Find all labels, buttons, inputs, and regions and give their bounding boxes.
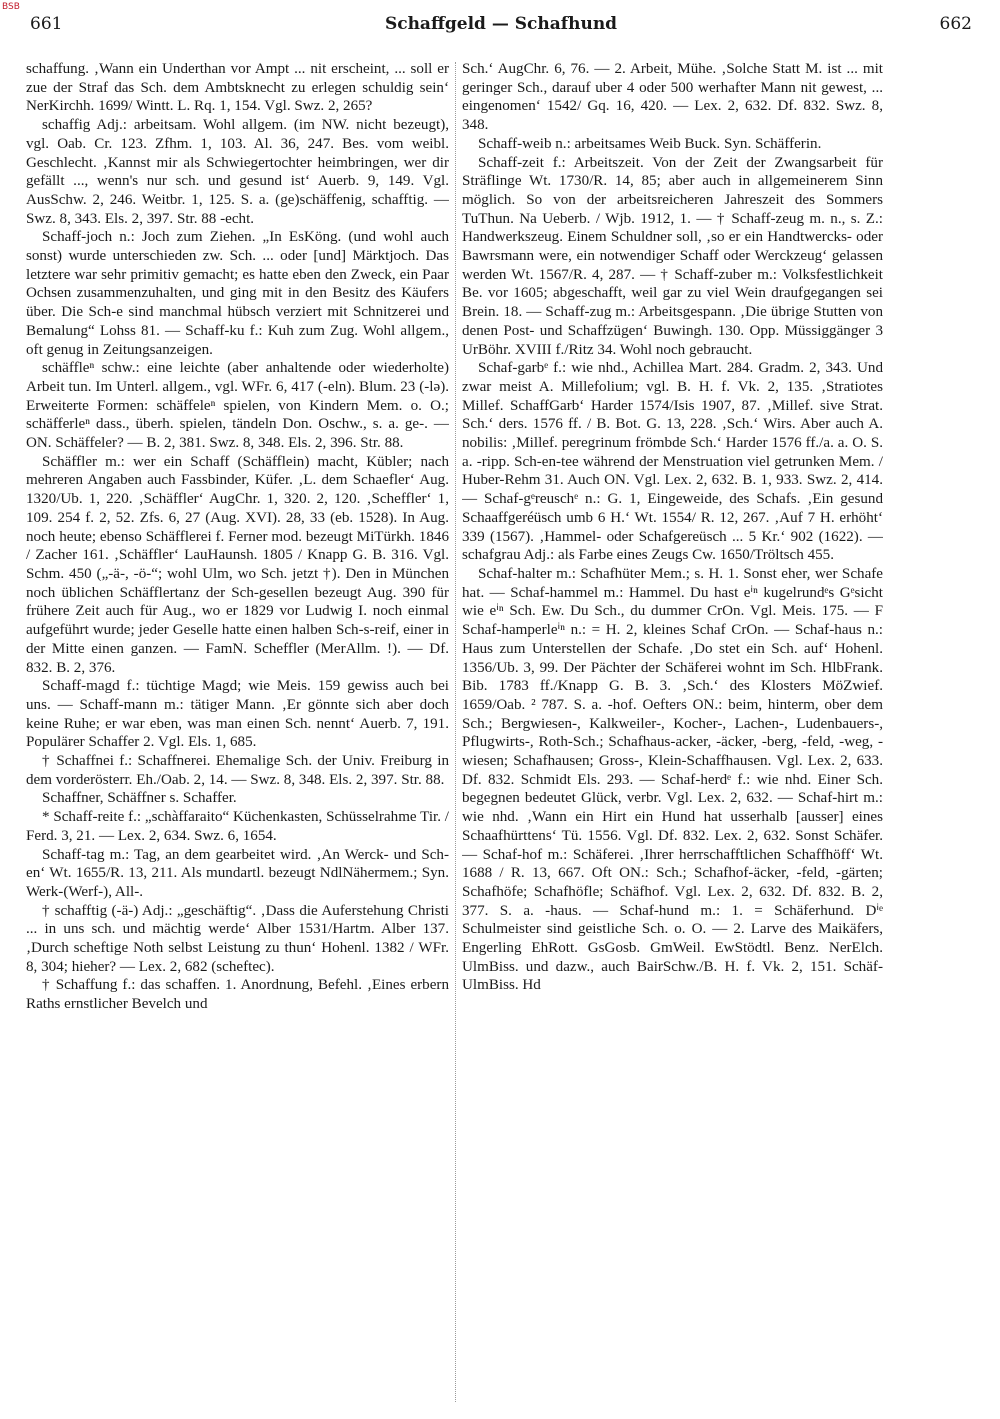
entry-paragraph: Schaff-weib n.: arbeitsames Weib Buck. Syn. Schäfferin. [478,135,822,152]
library-stamp: BSB [2,2,20,12]
entry-paragraph: schaffig Adj.: arbeitsam. Wohl allgem. (im NW. nicht bezeugt), vgl. Oab. Cr. 123. Zfhm. 1, 103. Al. 36, 247. Bes. vom weibl. Geschlecht. ‚Kannst mir als Schwiegertochter heimbringen, wer dir gefällt ..., wenn's nur sch. und gesund ist‘ Auerb. 9, 149. Vgl. AusSchw. 2, 246. Weitbr. 1, 125. S. a. (ge)schäffenig, schafftig. — Swz. 8, 343. Els. 2, 397. Str. 88 -echt. [26,117,449,227]
entry-paragraph: schaffung. ‚Wann ein Underthan vor Ampt ... nit erscheint, ... soll er zue der Straf das Sch. dem Ambtsknecht zu erlegen schuldig sein‘ NerKirchh. 1699/ Wintt. L. Rq. 1, 154. Vgl. Swz. 2, 265? [26,61,449,115]
entry-paragraph: Sch.‘ AugChr. 6, 76. — 2. Arbeit, Mühe. ‚Solche Statt M. ist ... mit geringer Sch., darauf uber 4 oder 500 werhafter Mann nit gewest, ... eingenomen‘ 1542/ Gq. 16, 420. — Lex. 2, 632. Df. 832. Swz. 8, 348. [462,61,883,134]
entry-paragraph: Schaff-tag m.: Tag, an dem gearbeitet wird. ‚An Werck- und Sch-en‘ Wt. 1655/R. 13, 211. Als mundartl. bezeugt NdlNähermem.; Syn. Werk-(Werf-), All-. [26,846,449,900]
entry-paragraph: Schaff-zeit f.: Arbeitszeit. Von der Zeit der Zwangsarbeit für Sträflinge Wt. 1730/R. 14, 85; aber auch in allgemeinerem Sinn möglich. So von der arbeitsreicheren Jahreszeit des Sommers TuThun. Na Ueberb. / Wjb. 1912, 1. — † Schaff-zeug m. n., s. Z.: Handwerkszeug. Einem Schuldner soll, ‚so er ein Handtwercks- oder Bawrsmann were, ein notwendiger Schaff oder Werckzeug‘ gelassen werden Wt. 1567/R. 4, 287. — † Schaff-zuber m.: Volksfestlichkeit Be. vor 1605; abgeschafft, weil gar zu viel Wein draufgegangen sei Brein. 18. — Schaff-zug m.: Arbeitsgespann. ‚Die übrige Stutten von denen Post- und Schaffzügen‘ Buwingh. 130. Opp. Müssiggänger 3 UrBöhr. XVIII f./Ritz 34. Wohl noch gebraucht. [462,154,883,358]
entry-paragraph: † Schaffung f.: das schaffen. 1. Anordnung, Befehl. ‚Eines erbern Raths ernstlicher Bevelch und [26,977,449,1013]
right-column [462,60,883,1410]
entry-paragraph: schäffleⁿ schw.: eine leichte (aber anhaltende oder wiederholte) Arbeit tun. Im Unterl. allgem., vgl. WFr. 6, 417 (-eln). Blum. 23 (-lə). Erweiterte Formen: schäffeleⁿ spielen, von Kindern Mem. o. O.; schäfferleⁿ dass., überh. spielen, tändeln Don. Oschw., s. a. ge-. — ON. Schäffeler? — B. 2, 381. Swz. 8, 348. Els. 2, 396. Str. 88. [26,360,449,452]
entry-paragraph: Schaf-halter m.: Schafhüter Mem.; s. H. 1. Sonst eher, wer Schafe hat. — Schaf-hammel m.: Hammel. Du hast eⁱⁿ kugelrundᵉs Gᵉsicht wie eⁱⁿ Sch. Ew. Du Sch., du dummer CrOn. Vgl. Meis. 175. — F Schaf-hamperleⁱⁿ n.: = H. 2, kleines Schaf CrOn. — Schaf-haus n.: Haus zum Unterstellen der Schafe. ‚Do stet ein Sch. auf‘ Hohenl. 1356/Ub. 3, 99. Der Pächter der Schäferei wohnt im Sch. HlbFrank. Bib. 1783 ff./Knapp G. B. 3. ‚Sch.‘ des Klosters MöZwief. 1659/Oab. ² 787. S. a. -hof. Oefters ON.: beim, hinterm, ober dem Sch.; Bergwiesen-, Kalkweiler-, Kocher-, Lachen-, Ludenbauers-, Pflugwirts-, Roth-Sch.; Schafhaus-acker, -äcker, -berg, -feld, -weg, -wiesen; Schafhausen; Gross-, Klein-Schaffhausen. Vgl. Lex. 2, 633. Df. 832. Schmidt Els. 293. — Schaf-herdᵉ f.: wie nhd. Einer Sch. begegnen bedeutet Glück, verbr. Vgl. Lex. 2, 632. — Schaf-hirt m.: wie nhd. ‚Wann ein Hirt ein Hund hat usserhalb [ausser] eines Schaafhürttens‘ Tü. 1556. Vgl. Df. 832. Lex. 2, 632. Sonst Schäfer. — Schaf-hof m.: Schäferei. ‚Ihrer herrschafftlichen Schaffhöff‘ Wt. 1688 / R. 13, 667. Oft ON.: Sch.; Schafhof-äcker, -feld, -gärten; Schafhöfe; Schafhöfle; Schäfhof. Vgl. Lex. 2, 632. Df. 832. B. 2, 377. S. a. -haus. — Schaf-hund m.: 1. = Schäferhund. Dⁱᵉ Schulmeister sind geistliche Sch. o. O. — 2. Larve des Maikäfers, Engerling EhRott. GsGosb. GmWeil. EwStödtl. Benz. NerElch. UlmBiss. und dazw., auch BairSchw./B. H. f. Vk. 2, 151. Schäf- UlmBiss. Hd [462,565,883,994]
running-title: Schaffgeld — Schafhund [384,14,618,34]
entry-paragraph: Schaff-joch n.: Joch zum Ziehen. „In EsKöng. (und wohl auch sonst) wurde unterschieden zw. Sch. ... oder [und] Märktjoch. Das letztere war sehr primitiv gemacht; es hatte eben den Zweck, ein Paar Ochsen zusammenzuhalten, und ging mit in den Besitz des Käufers über. Die Sch-e sind manchmal hübsch verziert mit Schnitzerei und Bemalung“ Lohss 81. — Schaff-ku f.: Kuh zum Zug. Wohl allgem., oft genug in Zeitungsanzeigen. [26,229,449,358]
entry-paragraph: Schaf-garbᵉ f.: wie nhd., Achillea Mart. 284. Gradm. 2, 343. Und zwar meist A. Millefolium; vgl. B. H. f. Vk. 2, 135. ‚Stratiotes Millef. SchaffGarb‘ Harder 1574/Isis 1907, 87. ‚Millef. sive Strat. Sch.‘ ders. 1576 ff. / B. Bot. G. 13, 228. ‚Sch.‘ Wirs. Aber auch A. nobilis: ‚Millef. peregrinum frömbde Sch.‘ Harder 1576 ff./a. a. O. S. a. -ripp. Sch-en-tee während der Menstruation viel getrunken Mem. / Huber-Rehm 31. Auch ON. Vgl. Lex. 2, 632. B. 1, 933. Swz. 2, 414. — Schaf-gᵉreuschᵉ n.: G. 1, Eingeweide, des Schafs. ‚Ein gesund Schaaffgeréüsch umb 6 H.‘ Wt. 1554/ R. 12, 267. ‚Auf 7 H. erhöht‘ 339 (1567). ‚Hammel- oder Schafgereüsch ... 5 Kr.‘ 902 (1622). — schafgrau Adj.: als Farbe eines Zeugs Cw. 1650/Tröltsch 455. [462,360,883,564]
entry-paragraph: Schäffler m.: wer ein Schaff (Schäfflein) macht, Kübler; nach mehreren Angaben auch Fassbinder, Küfer. ‚L. dem Schaefler‘ Aug. 1320/Ub. 1, 220. ‚Schäffler‘ AugChr. 1, 320. 2, 120. ‚Scheffler‘ 1, 109. 254 f. 2, 52. Zfs. 6, 27 (Aug. XVI). 28, 33 (eb. 1528). In Aug. noch heute; ebenso Schäfflerei f. Ferner mod. bezeugt MiTürkh. 1846 / Zacher 161. ‚Schäffler‘ LauHaunsh. 1805 / Knapp G. B. 316. Vgl. Schm. 450 („-ä-, -ö-“; wohl Ulm, wo Sch. jetzt †). Den in München noch üblichen Schäfflertanz der Sch-gesellen bezeugt Aug. 390 für frühere Zeit auch für Aug., wo er 1829 vor Ludwig I. noch einmal aufgeführt wurde; jeder Geselle hatte einen halben Sch-s-reif, einer in der Mitte einen ganzen. — FamN. Scheffler (MerAllm. !). — Df. 832. B. 2, 376. [26,453,449,676]
entry-paragraph: † Schaffnei f.: Schaffnerei. Ehemalige Sch. der Univ. Freiburg in dem vorderösterr. Eh./Oab. 2, 14. — Swz. 8, 348. Els. 2, 397. Str. 88. [26,753,449,788]
page-header [30,14,972,42]
entry-paragraph: Schaffner, Schäffner s. Schaffer. [42,790,237,807]
entry-paragraph: † schafftig (-ä-) Adj.: „geschäftig“. ‚Dass die Auferstehung Christi ... in uns sch. und mächtig werde‘ Alber 1531/Hartm. Alber 137. ‚Durch scheftige Noth selbst Leistung zu thun‘ Hohenl. 1382 / WFr. 8, 304; hieher? — Lex. 2, 682 (scheftec). [26,902,449,975]
column-divider [455,62,456,1402]
entry-paragraph: * Schaff-reite f.: „schàffaraito“ Küchenkasten, Schüsselrahme Tir. / Ferd. 3, 21. — Lex. 2, 634. Swz. 6, 1654. [26,809,449,844]
page-number-left: 661 [30,14,63,34]
entry-paragraph: Schaff-magd f.: tüchtige Magd; wie Meis. 159 gewiss auch bei uns. — Schaff-mann m.: tätiger Mann. ‚Er gönnte sich aber doch keine Ruhe; er war eben, was man einen Sch. nennt‘ Auerb. 7, 191. Populärer Schaffer 2. Vgl. Els. 1, 685. [26,678,449,751]
page-number-right: 662 [939,14,972,34]
left-column [26,60,449,1410]
